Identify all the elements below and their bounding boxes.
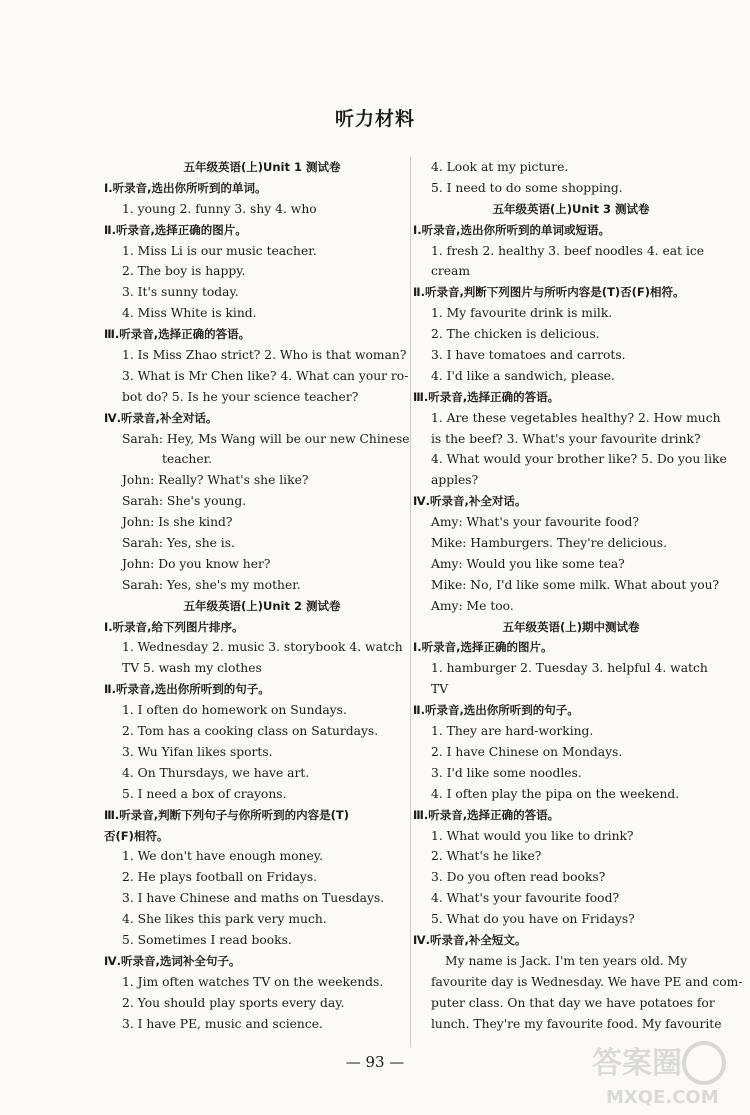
text-line: TV 5. wash my clothes — [122, 661, 262, 676]
question-heading: Ⅳ.听录音,选词补全句子。 — [104, 953, 241, 968]
section-title: 五年级英语(上)Unit 2 测试卷 — [183, 598, 341, 613]
question-heading: Ⅳ.听录音,补全对话。 — [413, 494, 527, 509]
text-line: Sarah: Yes, she's my mother. — [122, 577, 301, 592]
page-number: — 93 — — [345, 1053, 405, 1071]
text-line: 3. Do you often read books? — [431, 870, 606, 885]
text-line: My name is Jack. I'm ten years old. My — [445, 953, 688, 968]
watermark-logo-text: 答案圈 — [592, 1046, 682, 1081]
text-line: 4. Miss White is kind. — [122, 306, 257, 321]
text-line: Amy: What's your favourite food? — [431, 515, 639, 530]
text-line: 1. What would you like to drink? — [431, 828, 634, 843]
text-line: Sarah: She's young. — [122, 494, 247, 509]
question-heading: 否(F)相符。 — [104, 828, 169, 843]
text-line: favourite day is Wednesday. We have PE and com- — [431, 974, 743, 989]
question-heading: Ⅲ.听录音,判断下列句子与你所听到的内容是(T) — [104, 807, 349, 822]
text-line: Amy: Me too. — [431, 598, 514, 613]
text-line: TV — [431, 682, 449, 697]
text-line: 1. fresh 2. healthy 3. beef noodles 4. eat ice — [431, 243, 705, 258]
text-line: 3. What is Mr Chen like? 4. What can your ro- — [122, 368, 409, 383]
text-line: 1. Miss Li is our music teacher. — [122, 243, 317, 258]
text-line: 3. Wu Yifan likes sports. — [122, 744, 273, 759]
text-line: 1. hamburger 2. Tuesday 3. helpful 4. watch — [431, 661, 708, 676]
text-line: 1. My favourite drink is milk. — [431, 306, 613, 321]
text-line: 5. I need to do some shopping. — [431, 180, 623, 195]
text-line: John: Do you know her? — [122, 556, 271, 571]
text-line: 3. I have Chinese and maths on Tuesdays. — [122, 891, 385, 906]
text-line: 4. I'd like a sandwich, please. — [431, 368, 615, 383]
section-title: 五年级英语(上)Unit 1 测试卷 — [183, 160, 341, 174]
text-line: cream — [431, 264, 471, 279]
watermark-url-text: MXQE.COM — [606, 1087, 719, 1108]
text-line: 3. I have tomatoes and carrots. — [431, 348, 626, 363]
text-line: John: Is she kind? — [122, 515, 233, 530]
text-line: 2. Tom has a cooking class on Saturdays. — [122, 724, 379, 739]
text-line: 4. What's your favourite food? — [431, 891, 620, 906]
text-line: puter class. On that day we have potatoes for — [431, 995, 715, 1010]
text-line: 4. On Thursdays, we have art. — [122, 765, 310, 780]
text-line: teacher. — [162, 452, 213, 467]
text-line: 4. Look at my picture. — [431, 160, 569, 174]
text-line: 1. Is Miss Zhao strict? 2. Who is that woman? — [122, 348, 407, 363]
question-heading: Ⅰ.听录音,选出你所听到的单词或短语。 — [413, 222, 611, 237]
text-line: apples? — [431, 473, 479, 488]
left-column — [104, 157, 412, 1034]
text-line: 5. I need a box of crayons. — [122, 786, 287, 801]
page-title: 听力材料 — [334, 108, 415, 130]
question-heading: Ⅳ.听录音,补全对话。 — [104, 410, 218, 425]
text-line: bot do? 5. Is he your science teacher? — [122, 389, 359, 404]
question-heading: Ⅱ.听录音,选出你所听到的句子。 — [104, 682, 270, 697]
text-line: 5. What do you have on Fridays? — [431, 912, 635, 927]
text-line: 1. Are these vegetables healthy? 2. How much — [431, 410, 721, 425]
text-line: 1. Wednesday 2. music 3. storybook 4. watch — [122, 640, 403, 655]
text-line: 2. I have Chinese on Mondays. — [431, 744, 623, 759]
text-line: 4. I often play the pipa on the weekend. — [431, 786, 680, 801]
text-line: 4. She likes this park very much. — [122, 912, 327, 927]
text-line: 5. Sometimes I read books. — [122, 932, 292, 947]
text-line: 3. I have PE, music and science. — [122, 1016, 323, 1031]
text-line: 2. The boy is happy. — [122, 264, 246, 279]
text-line: Mike: Hamburgers. They're delicious. — [431, 536, 668, 551]
question-heading: Ⅲ.听录音,选择正确的答语。 — [104, 327, 251, 342]
text-line: is the beef? 3. What's your favourite drink? — [431, 431, 701, 446]
question-heading: Ⅰ.听录音,选出你所听到的单词。 — [104, 180, 267, 195]
question-heading: Ⅳ.听录音,补全短文。 — [413, 932, 527, 947]
question-heading: Ⅱ.听录音,判断下列图片与所听内容是(T)否(F)相符。 — [413, 285, 685, 300]
watermark-logo — [586, 1029, 736, 1109]
text-line: 1. Jim often watches TV on the weekends. — [122, 974, 384, 989]
text-line: 1. We don't have enough money. — [122, 849, 323, 864]
section-title: 五年级英语(上)Unit 3 测试卷 — [492, 201, 650, 216]
right-column — [413, 157, 743, 1034]
text-line: 1. I often do homework on Sundays. — [122, 703, 347, 718]
section-title: 五年级英语(上)期中测试卷 — [502, 619, 640, 634]
text-line: 2. You should play sports every day. — [122, 995, 345, 1010]
text-line: 2. He plays football on Fridays. — [122, 870, 318, 885]
question-heading: Ⅲ.听录音,选择正确的答语。 — [413, 807, 560, 822]
text-line: 4. What would your brother like? 5. Do you like — [431, 452, 727, 467]
question-heading: Ⅰ.听录音,给下列图片排序。 — [104, 619, 244, 634]
text-line: Mike: No, I'd like some milk. What about you? — [431, 577, 720, 592]
text-line: 2. The chicken is delicious. — [431, 327, 600, 342]
text-line: Sarah: Hey, Ms Wang will be our new Chinese — [122, 431, 410, 446]
question-heading: Ⅰ.听录音,选择正确的图片。 — [413, 640, 553, 655]
question-heading: Ⅱ.听录音,选出你所听到的句子。 — [413, 703, 579, 718]
text-line: John: Really? What's she like? — [122, 473, 309, 488]
question-heading: Ⅲ.听录音,选择正确的答语。 — [413, 389, 560, 404]
text-line: Amy: Would you like some tea? — [431, 556, 625, 571]
text-line: Sarah: Yes, she is. — [122, 536, 235, 551]
text-line: 1. young 2. funny 3. shy 4. who — [122, 201, 317, 216]
text-line: 1. They are hard-working. — [431, 724, 594, 739]
text-line: 2. What's he like? — [431, 849, 542, 864]
text-line: 3. I'd like some noodles. — [431, 765, 582, 780]
question-heading: Ⅱ.听录音,选择正确的图片。 — [104, 222, 247, 237]
text-line: lunch. They're my favourite food. My favourite — [431, 1016, 722, 1031]
text-line: 3. It's sunny today. — [122, 285, 239, 300]
